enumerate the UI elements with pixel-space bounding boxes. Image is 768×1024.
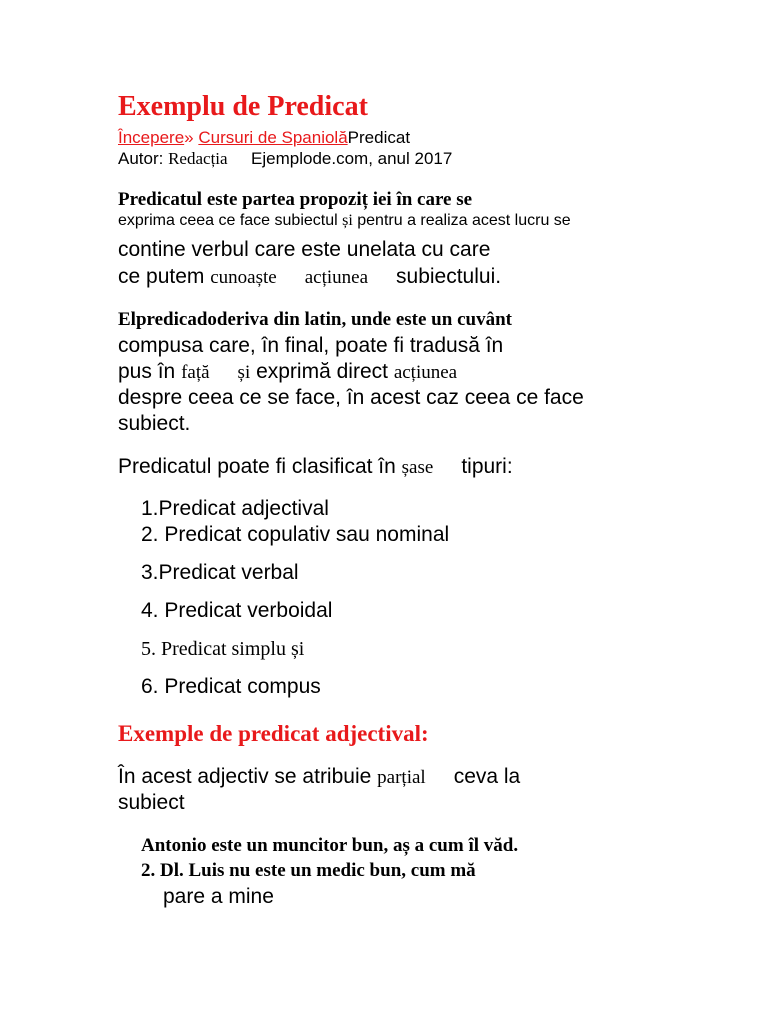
list-item: 5. Predicat simplu și (141, 638, 305, 660)
p4-line1-text-c: ceva la (453, 765, 521, 788)
list-item: 3.Predicat verbal (141, 561, 299, 584)
p2-line3 (118, 361, 457, 382)
example-1: Antonio este un muncitor bun, aș a cum îl văd. (141, 835, 519, 856)
p4-line1 (118, 766, 520, 787)
p1-line3: contine verbul care este unelata cu care (118, 238, 491, 261)
p1-line2 (118, 213, 571, 229)
p4-line1-text-b: parțial (377, 767, 426, 788)
breadcrumb (118, 129, 410, 146)
page-title: Exemplu de Predicat (118, 91, 368, 122)
p2-line3-text-b: față (181, 362, 210, 383)
p1-line2-text-a: exprima ceea ce face subiectul (118, 212, 338, 229)
p3-line (118, 456, 513, 477)
author-label: Autor: (118, 149, 164, 168)
p1-line4-text-b: cunoaște (210, 267, 277, 288)
p3-text-b: șase (401, 457, 434, 478)
p2-line1: Elpredicadoderiva din latin, unde este un cuvânt (118, 309, 512, 330)
example-2: 2. Dl. Luis nu este un medic bun, cum mă (141, 860, 476, 881)
list-item: 1.Predicat adjectival (141, 497, 329, 520)
p2-line3-text-c: și (237, 362, 251, 383)
p2-line5: subiect. (118, 412, 191, 435)
list-item: 2. Predicat copulativ sau nominal (141, 523, 450, 546)
author-site: Ejemplode.com, anul 2017 (251, 149, 453, 168)
p4-line2: subiect (118, 791, 185, 814)
p3-text-c: tipuri: (461, 455, 513, 478)
breadcrumb-current: Predicat (347, 128, 411, 147)
p2-line2: compusa care, în final, poate fi tradusă în (118, 334, 504, 357)
p1-line4-text-c: acțiunea (304, 267, 369, 288)
breadcrumb-section-link[interactable]: Cursuri de Spaniolă (198, 128, 348, 147)
breadcrumb-home-link[interactable]: Începere (118, 128, 185, 147)
breadcrumb-separator: » (184, 128, 199, 147)
author-line (118, 150, 452, 167)
section-heading: Exemple de predicat adjectival: (118, 721, 429, 746)
p1-line4-text-d: subiectului. (396, 265, 502, 288)
p1-line4 (118, 266, 501, 287)
p4-line1-text-a: În acest adjectiv se atribuie (118, 765, 372, 788)
p1-line2-text-b: și (342, 212, 353, 229)
p1-line4-text-a: ce putem (118, 265, 205, 288)
author-name: Redacția (168, 149, 228, 168)
p2-line3-text-d: exprimă direct (256, 360, 388, 383)
p3-text-a: Predicatul poate fi clasificat în (118, 455, 396, 478)
p2-line4: despre ceea ce se face, în acest caz ceea ce face (118, 386, 584, 409)
list-item: 6. Predicat compus (141, 675, 321, 698)
p2-line3-text-a: pus în (118, 360, 176, 383)
p2-line3-text-e: acțiunea (393, 362, 458, 383)
p1-line1: Predicatul este partea propoziț iei în care se (118, 189, 473, 210)
p1-line2-text-c: pentru a realiza acest lucru se (357, 212, 571, 229)
example-2-continuation: pare a mine (163, 885, 274, 908)
list-item: 4. Predicat verboidal (141, 599, 333, 622)
